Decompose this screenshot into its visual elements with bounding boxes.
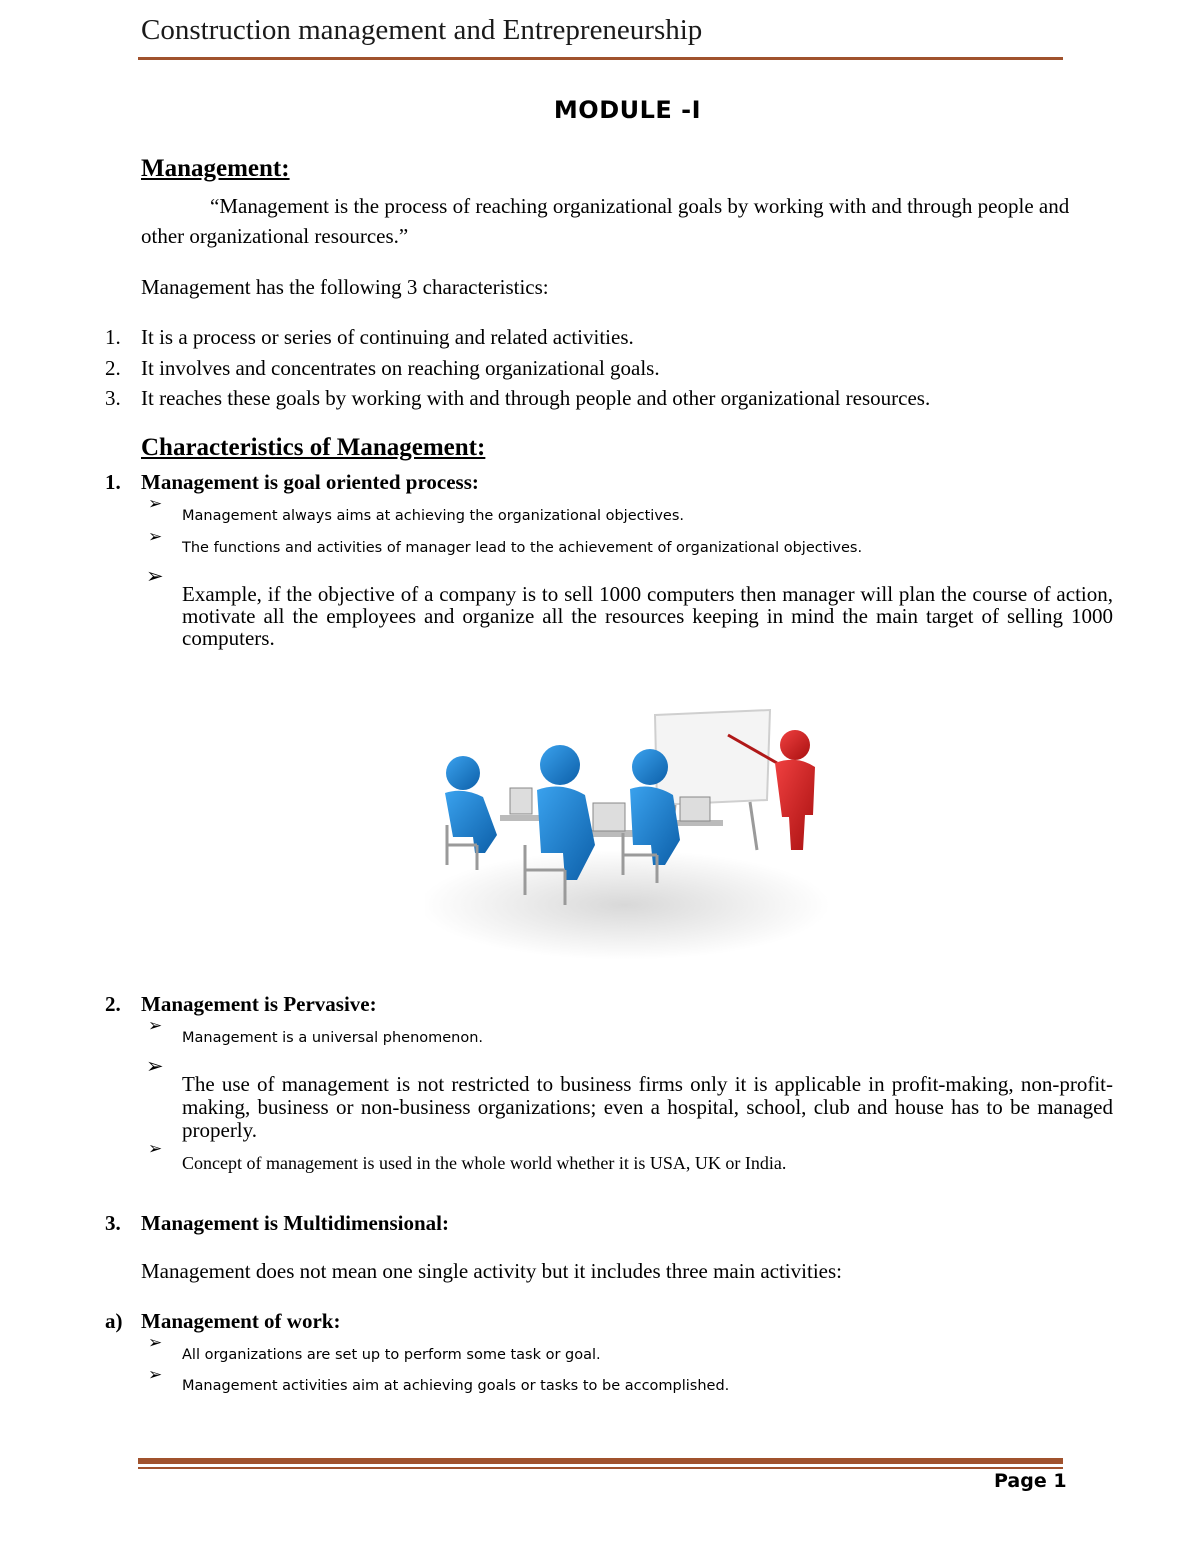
section-title: Management is goal oriented process: [141,470,479,494]
management-heading: Management: [141,155,290,182]
list-item: It involves and concentrates on reaching organizational goals. [141,356,660,380]
bullet-text: Example, if the objective of a company is to sell 1000 computers then manager will plan the course of action, motivate all the employees and organize all the resources keeping in mind the main target of selling 1000 computers. [182,582,1113,650]
arrow-bullet-icon: ➢ [146,564,164,588]
section-title: Management is Multidimensional: [141,1211,449,1235]
list-item: It is a process or series of continuing and related activities. [141,325,634,349]
classroom-presentation-illustration [425,705,835,960]
laptop [680,797,710,821]
section-title: Management is Pervasive: [141,992,377,1016]
list-item-number: 3. [105,386,121,410]
section-number: 2. [105,992,121,1016]
whiteboard [655,710,770,805]
laptop [593,803,625,831]
bullet-text: Concept of management is used in the whole world whether it is USA, UK or India. [182,1153,787,1173]
arrow-bullet-icon: ➢ [146,1054,164,1078]
footer-rule [138,1467,1063,1469]
presenter-head [780,730,810,760]
management-intro: Management has the following 3 characteristics: [141,275,549,299]
arrow-bullet-icon: ➢ [148,1333,163,1353]
subsection-label: a) [105,1309,123,1333]
characteristics-heading: Characteristics of Management: [141,434,486,461]
arrow-bullet-icon: ➢ [148,1139,163,1159]
bullet-text: All organizations are set up to perform some task or goal. [182,1347,601,1363]
document-header-title: Construction management and Entrepreneurship [141,14,703,46]
bullet-text: Management always aims at achieving the organizational objectives. [182,508,684,524]
module-title: MODULE -I [553,96,702,124]
audience-head [632,749,668,785]
bullet-text: Management activities aim at achieving goals or tasks to be accomplished. [182,1378,730,1394]
list-item-number: 2. [105,356,121,380]
page-number: Page 1 [994,1470,1067,1492]
audience-head [446,756,480,790]
management-definition: “Management is the process of reaching organizational goals by working with and through people and other organizational resources.” [141,194,1070,248]
list-item: It reaches these goals by working with and through people and other organizational resources. [141,386,931,410]
arrow-bullet-icon: ➢ [148,494,163,514]
bullet-text: Management is a universal phenomenon. [182,1030,484,1046]
arrow-bullet-icon: ➢ [148,1365,163,1385]
section-number: 1. [105,470,121,494]
section-intro: Management does not mean one single activity but it includes three main activities: [141,1259,842,1283]
bullet-text: The use of management is not restricted to business firms only it is applicable in profit-making, non-profit-making, business or non-business organizations; even a hospital, school, club and house has to be managed properly. [182,1072,1113,1142]
bullet-text: The functions and activities of manager lead to the achievement of organizational objectives. [182,540,863,556]
subsection-title: Management of work: [141,1309,341,1333]
desk [500,815,540,821]
laptop [510,788,532,814]
floor-shadow [425,850,830,960]
audience-head [540,745,580,785]
whiteboard-leg [750,802,757,850]
arrow-bullet-icon: ➢ [148,527,163,547]
header-rule [138,57,1063,60]
arrow-bullet-icon: ➢ [148,1016,163,1036]
section-number: 3. [105,1211,121,1235]
list-item-number: 1. [105,325,121,349]
presenter-body [775,760,815,850]
footer-rule [138,1458,1063,1464]
